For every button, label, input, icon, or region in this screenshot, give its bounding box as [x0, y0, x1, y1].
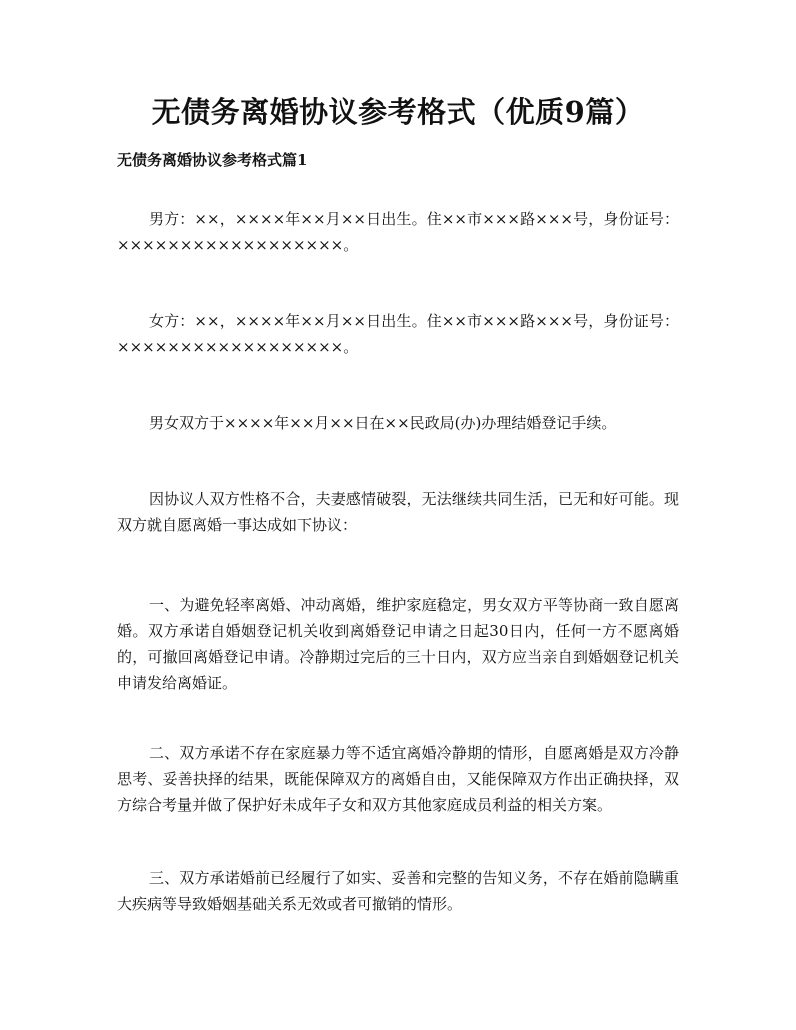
paragraph-marriage-registration: 男女双方于××××年××月××日在××民政局(办)办理结婚登记手续。: [149, 414, 617, 432]
section-heading: 无债务离婚协议参考格式篇1: [117, 151, 308, 169]
paragraph-male-party: 男方：××，××××年××月××日出生。住××市×××路×××号，身份证号：××××××××××××××××××。: [117, 210, 679, 254]
paragraph-clause-2: 二、双方承诺不存在家庭暴力等不适宜离婚冷静期的情形，自愿离婚是双方冷静思考、妥善抉择的结果，既能保障双方的离婚自由，又能保障双方作出正确抉择，双方综合考量并做了保护好未成年子女和双方其他家庭成员利益的相关方案。: [117, 744, 679, 814]
document-title: 无债务离婚协议参考格式（优质9篇）: [151, 95, 645, 129]
paragraph-clause-3: 三、双方承诺婚前已经履行了如实、妥善和完整的告知义务，不存在婚前隐瞒重大疾病等导致婚姻基础关系无效或者可撤销的情形。: [117, 869, 679, 913]
paragraph-female-party: 女方：××，××××年××月××日出生。住××市×××路×××号，身份证号：××××××××××××××××××。: [117, 312, 679, 356]
paragraph-reason: 因协议人双方性格不合，夫妻感情破裂，无法继续共同生活，已无和好可能。现双方就自愿离婚一事达成如下协议：: [117, 490, 679, 534]
paragraph-clause-1: 一、为避免轻率离婚、冲动离婚，维护家庭稳定，男女双方平等协商一致自愿离婚。双方承诺自婚姻登记机关收到离婚登记申请之日起30日内，任何一方不愿离婚的，可撤回离婚登记申请。冷静期过完后的三十日内，双方应当亲自到婚姻登记机关申请发给离婚证。: [117, 596, 679, 692]
